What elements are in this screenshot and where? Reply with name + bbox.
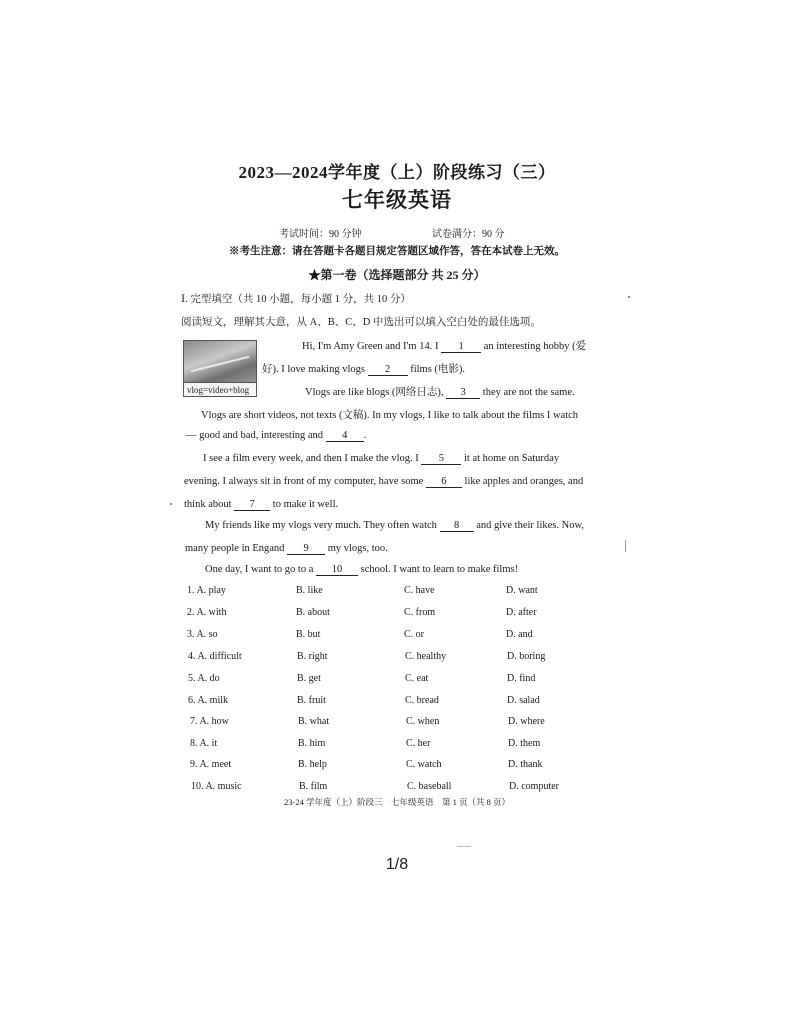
candidate-notice: ※考生注意：请在答题卡各题目规定答题区域作答，答在本试卷上无效。 xyxy=(229,246,565,257)
scan-speck xyxy=(170,503,172,505)
question-2-option-c: C. from xyxy=(404,607,436,618)
question-6-option-d: D. salad xyxy=(507,695,540,706)
question-1-option-d: D. want xyxy=(506,585,538,596)
subject-title: 七年级英语 xyxy=(342,188,452,212)
question-2-option-b: B. about xyxy=(296,607,330,618)
question-8-option-d: D. them xyxy=(508,738,541,749)
question-7-option-c: C. when xyxy=(406,716,440,727)
part-instruction: 阅读短文，理解其大意，从 A、B、C、D 中选出可以填入空白处的最佳选项。 xyxy=(181,317,541,328)
blank-1: 1 xyxy=(441,341,481,353)
question-5-option-d: D. find xyxy=(507,673,536,684)
question-7-option-b: B. what xyxy=(298,716,330,727)
blank-7: 7 xyxy=(234,499,270,511)
vlog-photo xyxy=(183,340,257,397)
question-3-option-c: C. or xyxy=(404,629,424,640)
passage-line: One day, I want to go to a 10 school. I want to learn to make films! xyxy=(205,564,519,575)
blank-8: 8 xyxy=(440,520,474,532)
blank-5: 5 xyxy=(421,453,461,465)
question-3-option-d: D. and xyxy=(506,629,533,640)
image-caption: vlog=video+blog xyxy=(184,382,256,396)
question-10-option-c: C. baseball xyxy=(407,781,452,792)
passage-line: I see a film every week, and then I make the vlog. I 5 it at home on Saturday xyxy=(203,453,560,464)
question-4-option-c: C. healthy xyxy=(405,651,447,662)
question-9-option-c: C. watch xyxy=(406,759,442,770)
passage-line: Vlogs are short videos, not texts (文稿). In my vlogs, I like to talk about the films I watch xyxy=(201,410,579,421)
question-10-option-d: D. computer xyxy=(509,781,559,792)
question-1-option-c: C. have xyxy=(404,585,435,596)
question-1-option-a: 1. A. play xyxy=(187,585,226,596)
question-10-option-b: B. film xyxy=(299,781,328,792)
blank-3: 3 xyxy=(446,387,480,399)
full-score: 试卷满分：90 分 xyxy=(432,229,505,240)
question-6-option-c: C. bread xyxy=(405,695,439,706)
passage-line: Vlogs are like blogs (网络日志), 3 they are not the same. xyxy=(305,387,575,398)
question-10-option-a: 10. A. music xyxy=(191,781,242,792)
question-3-option-a: 3. A. so xyxy=(187,629,218,640)
question-2-option-a: 2. A. with xyxy=(187,607,227,618)
question-4-option-a: 4. A. difficult xyxy=(188,651,242,662)
question-7-option-a: 7. A. how xyxy=(190,716,229,727)
question-9-option-b: B. help xyxy=(298,759,327,770)
blank-4: 4 xyxy=(326,430,364,442)
question-8-option-c: C. her xyxy=(406,738,431,749)
question-8-option-b: B. him xyxy=(298,738,326,749)
exam-title: 2023—2024学年度（上）阶段练习（三） xyxy=(238,163,556,182)
blank-6: 6 xyxy=(426,476,462,488)
question-6-option-b: B. fruit xyxy=(297,695,326,706)
scan-speck xyxy=(628,296,630,298)
passage-line: think about 7 to make it well. xyxy=(184,499,339,510)
question-1-option-b: B. like xyxy=(296,585,323,596)
question-4-option-b: B. right xyxy=(297,651,328,662)
blank-2: 2 xyxy=(368,364,408,376)
question-2-option-d: D. after xyxy=(506,607,537,618)
question-6-option-a: 6. A. milk xyxy=(188,695,229,706)
passage-line: many people in Engand 9 my vlogs, too. xyxy=(185,543,388,554)
exam-time: 考试时间：90 分钟 xyxy=(279,229,362,240)
passage-line: — good and bad, interesting and 4 . xyxy=(186,430,367,441)
page-indicator: 1/8 xyxy=(385,856,409,873)
question-5-option-a: 5. A. do xyxy=(188,673,220,684)
passage-line: 好). I love making vlogs 2 films (电影). xyxy=(262,364,466,375)
blank-9: 9 xyxy=(287,543,325,555)
passage-line: My friends like my vlogs very much. They often watch 8 and give their likes. Now, xyxy=(205,520,584,531)
passage-line: Hi, I'm Amy Green and I'm 14. I 1 an interesting hobby (爱 xyxy=(302,341,587,352)
question-8-option-a: 8. A. it xyxy=(190,738,218,749)
passage-line: evening. I always sit in front of my computer, have some 6 like apples and oranges, and xyxy=(184,476,584,487)
question-7-option-d: D. where xyxy=(508,716,545,727)
question-4-option-d: D. boring xyxy=(507,651,546,662)
scan-speck xyxy=(457,846,471,847)
blank-10: 10 xyxy=(316,564,358,576)
question-5-option-b: B. get xyxy=(297,673,321,684)
section-heading: ★第一卷（选择题部分 共 25 分） xyxy=(308,268,486,282)
part-heading: Ⅰ. 完型填空（共 10 小题，每小题 1 分，共 10 分） xyxy=(181,294,411,305)
question-3-option-b: B. but xyxy=(296,629,321,640)
question-9-option-d: D. thank xyxy=(508,759,543,770)
question-5-option-c: C. eat xyxy=(405,673,429,684)
scan-mark xyxy=(625,540,626,552)
question-9-option-a: 9. A. meet xyxy=(190,759,232,770)
page-footer: 23-24 学年度（上）阶段三 七年级英语 第 1 页（共 8 页） xyxy=(284,797,510,807)
